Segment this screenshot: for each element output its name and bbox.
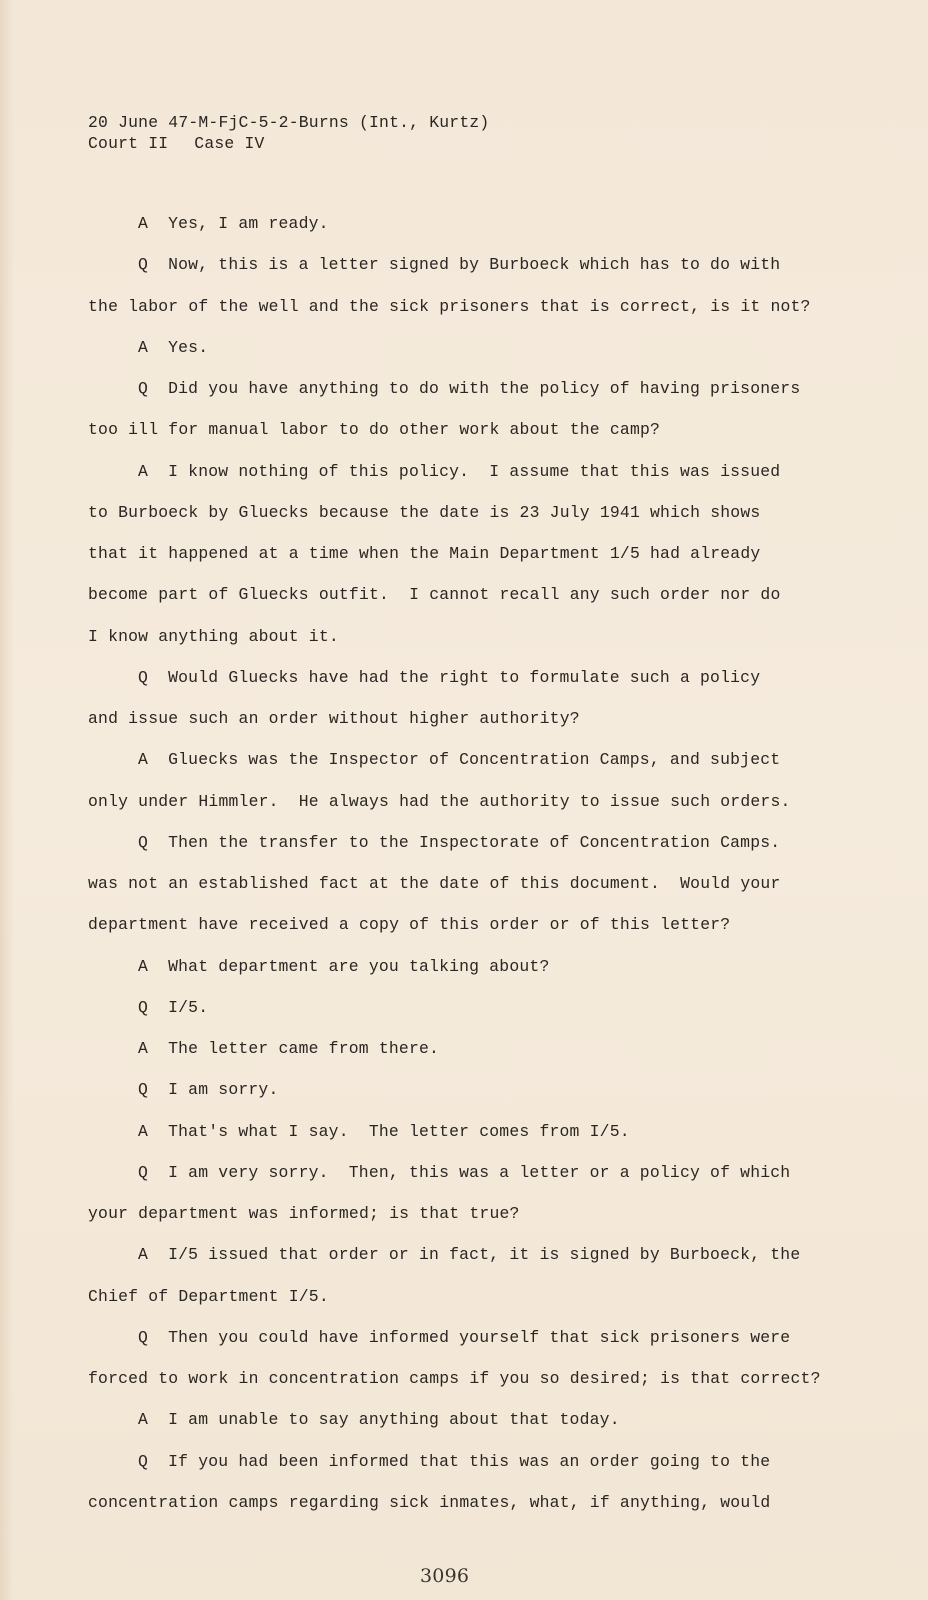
header-court: Court II: [88, 134, 169, 153]
transcript-line: only under Himmler. He always had the authority to issue such orders.: [88, 791, 791, 811]
transcript-line: Q I am very sorry. Then, this was a letter or a policy of which: [138, 1162, 791, 1182]
transcript-line: A What department are you talking about?: [138, 956, 550, 976]
transcript-line: A I/5 issued that order or in fact, it is signed by Burboeck, the: [138, 1245, 801, 1265]
page-edge-shadow: [0, 0, 14, 1600]
transcript-line: A That's what I say. The letter comes from I/5.: [138, 1121, 630, 1141]
transcript-line: to Burboeck by Gluecks because the date is 23 July 1941 which shows: [88, 502, 761, 522]
header-court-case: [88, 133, 489, 154]
transcript-line: Q I/5.: [138, 997, 209, 1017]
transcript-line: Q Now, this is a letter signed by Burboeck which has to do with: [138, 255, 781, 275]
transcript-line: A The letter came from there.: [138, 1039, 440, 1058]
transcript-line: A I am unable to say anything about that today.: [138, 1410, 620, 1430]
transcript-line: A Yes, I am ready.: [138, 214, 329, 233]
transcript-line: Q I am sorry.: [138, 1080, 279, 1100]
transcript-line: Q If you had been informed that this was an order going to the: [138, 1451, 771, 1471]
transcript-line: the labor of the well and the sick prisoners that is correct, is it not?: [88, 296, 811, 316]
document-header: [88, 112, 489, 154]
transcript-line: department have received a copy of this order or of this letter?: [88, 915, 731, 935]
transcript-line: and issue such an order without higher authority?: [88, 709, 580, 728]
transcript-line: Q Would Gluecks have had the right to formulate such a policy: [138, 667, 761, 687]
page-number: 3096: [420, 1565, 470, 1587]
transcript-line: your department was informed; is that true?: [88, 1204, 520, 1223]
transcript-line: that it happened at a time when the Main Department 1/5 had already: [88, 544, 761, 563]
transcript-line: Q Then you could have informed yourself that sick prisoners were: [138, 1327, 791, 1347]
transcript-line: A Yes.: [138, 337, 209, 357]
transcript-line: Q Then the transfer to the Inspectorate of Concentration Camps.: [138, 832, 781, 852]
transcript-line: was not an established fact at the date of this document. Would your: [88, 874, 781, 893]
transcript-line: Q Did you have anything to do with the policy of having prisoners: [138, 379, 801, 398]
transcript-line: Chief of Department I/5.: [88, 1286, 329, 1306]
transcript-line: forced to work in concentration camps if you so desired; is that correct?: [88, 1369, 821, 1388]
transcript-line: concentration camps regarding sick inmates, what, if anything, would: [88, 1492, 771, 1512]
transcript-line: become part of Gluecks outfit. I cannot recall any such order nor do: [88, 585, 781, 605]
transcript-line: too ill for manual labor to do other work about the camp?: [88, 420, 661, 440]
transcript-line: I know anything about it.: [88, 626, 339, 646]
transcript-body: [88, 214, 828, 1534]
transcript-line: A I know nothing of this policy. I assume that this was issued: [138, 461, 781, 481]
header-case: Case IV: [194, 134, 265, 153]
header-reference: 20 June 47-M-FjC-5-2-Burns (Int., Kurtz): [88, 113, 490, 132]
transcript-line: A Gluecks was the Inspector of Concentration Camps, and subject: [138, 750, 781, 770]
